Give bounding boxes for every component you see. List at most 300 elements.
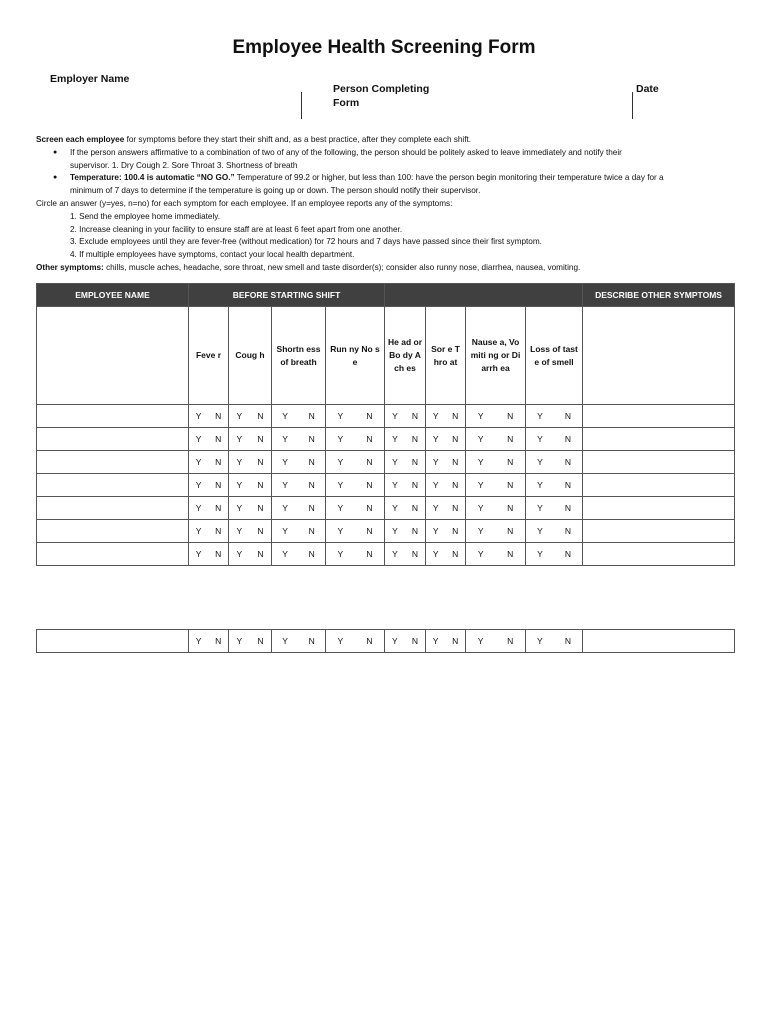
table-row — [37, 474, 735, 497]
yes-no-cell — [272, 497, 326, 520]
no-option[interactable]: N — [452, 480, 459, 490]
describe-symptoms-cell[interactable] — [583, 630, 735, 653]
yes-option[interactable]: Y — [337, 503, 344, 513]
yes-no-options — [326, 520, 384, 542]
yes-no-options — [466, 405, 525, 427]
yes-no-options — [466, 474, 525, 496]
employee-name-cell[interactable] — [37, 428, 189, 451]
bullet-2-bold: Temperature: 100.4 is automatic “NO GO.” — [70, 173, 235, 183]
yes-option[interactable]: Y — [282, 549, 288, 559]
bullet-1 — [36, 147, 736, 160]
no-option[interactable]: N — [452, 457, 459, 467]
yes-no-cell — [526, 405, 583, 428]
step-1: 1. Send the employee home immediately. — [70, 211, 221, 221]
yes-no-options — [526, 630, 582, 652]
yes-option[interactable]: Y — [537, 526, 543, 536]
no-option[interactable]: N — [215, 549, 222, 559]
yes-option[interactable]: Y — [392, 636, 398, 646]
no-option[interactable]: N — [507, 549, 514, 559]
yes-no-options — [385, 520, 425, 542]
yes-no-options — [189, 543, 228, 565]
yes-no-options — [526, 543, 582, 565]
employee-name-cell[interactable] — [37, 451, 189, 474]
yes-no-cell — [229, 474, 272, 497]
yes-option[interactable]: Y — [236, 549, 243, 559]
yes-option[interactable]: Y — [282, 503, 288, 513]
no-option[interactable]: N — [257, 526, 264, 536]
before-shift-header: BEFORE STARTING SHIFT — [189, 284, 385, 307]
no-option[interactable]: N — [308, 434, 315, 444]
yes-no-cell — [272, 451, 326, 474]
yes-option[interactable]: Y — [392, 411, 398, 421]
bullet-2 — [36, 172, 736, 185]
yes-no-options — [272, 520, 325, 542]
yes-no-cell — [526, 630, 583, 653]
yes-no-options — [189, 451, 228, 473]
yes-no-options — [526, 497, 582, 519]
no-option[interactable]: N — [507, 636, 514, 646]
circle-instruction: Circle an answer (y=yes, n=no) for each symptom for each employee. If an employee reports any of the symptoms: — [36, 198, 453, 208]
screening-table — [36, 283, 735, 566]
no-option[interactable]: N — [564, 480, 571, 490]
bullet-2-rest: Temperature of 99.2 or higher, but less than 100: have the person begin monitoring their temperature twice a day for a — [234, 173, 664, 183]
no-option[interactable]: N — [257, 503, 264, 513]
yes-no-cell — [385, 543, 426, 566]
yes-option[interactable]: Y — [392, 549, 398, 559]
no-option[interactable]: N — [452, 503, 459, 513]
yes-option[interactable]: Y — [236, 526, 243, 536]
no-option[interactable]: N — [366, 480, 373, 490]
no-option[interactable]: N — [366, 636, 373, 646]
yes-no-cell — [229, 520, 272, 543]
yes-option[interactable]: Y — [337, 411, 344, 421]
yes-option[interactable]: Y — [282, 526, 288, 536]
yes-no-options — [189, 428, 228, 450]
no-option[interactable]: N — [452, 526, 459, 536]
yes-no-options — [385, 405, 425, 427]
no-option[interactable]: N — [452, 411, 459, 421]
yes-no-cell — [385, 405, 426, 428]
other-symptoms — [36, 262, 736, 275]
yes-no-options — [526, 428, 582, 450]
yes-no-cell — [526, 474, 583, 497]
yes-option[interactable]: Y — [337, 480, 344, 490]
yes-no-options — [466, 543, 525, 565]
no-option[interactable]: N — [215, 480, 222, 490]
no-option[interactable]: N — [257, 411, 264, 421]
table-row — [37, 428, 735, 451]
yes-option[interactable]: Y — [432, 549, 439, 559]
person-completing-line1: Person Completing — [333, 83, 430, 95]
yes-no-cell — [229, 428, 272, 451]
yes-no-options — [426, 405, 465, 427]
yes-no-options — [326, 451, 384, 473]
no-option[interactable]: N — [257, 480, 264, 490]
no-option[interactable]: N — [215, 636, 222, 646]
yes-option[interactable]: Y — [282, 457, 288, 467]
yes-no-options — [189, 520, 228, 542]
yes-option[interactable]: Y — [477, 480, 484, 490]
yes-option[interactable]: Y — [432, 457, 439, 467]
yes-no-cell — [229, 405, 272, 428]
yes-no-cell — [189, 497, 229, 520]
describe-symptoms-cell[interactable] — [583, 405, 735, 428]
yes-no-cell — [526, 428, 583, 451]
yes-option[interactable]: Y — [337, 549, 344, 559]
no-option[interactable]: N — [366, 434, 373, 444]
yes-no-options — [426, 497, 465, 519]
no-option[interactable]: N — [411, 480, 418, 490]
no-option[interactable]: N — [564, 434, 571, 444]
no-option[interactable]: N — [411, 526, 418, 536]
yes-no-options — [229, 451, 271, 473]
yes-no-options — [189, 630, 228, 652]
yes-no-cell — [189, 520, 229, 543]
symptom-header-shortness-of-breath: Shortn ess of breath — [272, 307, 326, 405]
step-2: 2. Increase cleaning in your facility to ensure staff are at least 6 feet apart from one another. — [70, 224, 403, 234]
yes-no-cell — [272, 428, 326, 451]
no-option[interactable]: N — [215, 411, 222, 421]
yes-no-cell — [189, 630, 229, 653]
no-option[interactable]: N — [507, 503, 514, 513]
yes-no-options — [229, 630, 271, 652]
yes-no-options — [426, 451, 465, 473]
no-option[interactable]: N — [564, 549, 571, 559]
yes-no-cell — [385, 497, 426, 520]
divider — [632, 92, 633, 119]
yes-option[interactable]: Y — [337, 526, 344, 536]
no-option[interactable]: N — [411, 434, 418, 444]
no-option[interactable]: N — [411, 503, 418, 513]
symptom-header-nausea: Nause a, Vomiti ng or Diarrh ea — [466, 307, 526, 405]
yes-option[interactable]: Y — [392, 457, 398, 467]
employee-name-cell[interactable] — [37, 497, 189, 520]
no-option[interactable]: N — [564, 411, 571, 421]
describe-symptoms-header: DESCRIBE OTHER SYMPTOMS — [583, 284, 735, 307]
yes-option[interactable]: Y — [477, 411, 484, 421]
yes-no-cell — [426, 474, 466, 497]
no-option[interactable]: N — [257, 457, 264, 467]
employee-name-cell[interactable] — [37, 474, 189, 497]
yes-no-cell — [272, 543, 326, 566]
no-option[interactable]: N — [215, 457, 222, 467]
step-4: 4. If multiple employees have symptoms, contact your local health department. — [70, 250, 355, 260]
yes-no-cell — [272, 520, 326, 543]
yes-no-options — [272, 405, 325, 427]
no-option[interactable]: N — [564, 526, 571, 536]
other-symptoms-bold: Other symptoms: — [36, 262, 104, 272]
yes-no-options — [466, 630, 525, 652]
no-option[interactable]: N — [564, 457, 571, 467]
step-3: 3. Exclude employees until they are fever-free (without medication) for 72 hours and 7 days have passed since their first symptom. — [70, 237, 542, 247]
yes-no-cell — [426, 405, 466, 428]
yes-option[interactable]: Y — [432, 480, 439, 490]
employee-name-cell[interactable] — [37, 405, 189, 428]
yes-option[interactable]: Y — [477, 434, 484, 444]
no-option[interactable]: N — [366, 411, 373, 421]
yes-option[interactable]: Y — [236, 411, 243, 421]
no-option[interactable]: N — [215, 434, 222, 444]
intro-line — [36, 134, 736, 147]
yes-no-options — [229, 497, 271, 519]
employee-name-cell[interactable] — [37, 543, 189, 566]
no-option[interactable]: N — [452, 636, 459, 646]
page-title: Employee Health Screening Form — [232, 37, 536, 58]
yes-option[interactable]: Y — [195, 411, 202, 421]
yes-no-options — [272, 497, 325, 519]
yes-no-cell — [426, 497, 466, 520]
yes-no-options — [385, 543, 425, 565]
yes-no-options — [526, 405, 582, 427]
symptom-header-body-aches: He ad or Bo dy Ach es — [385, 307, 426, 405]
no-option[interactable]: N — [507, 434, 514, 444]
symptom-header-loss-of-taste: Loss of taste of smell — [526, 307, 583, 405]
yes-no-options — [385, 630, 425, 652]
yes-no-cell — [326, 405, 385, 428]
no-option[interactable]: N — [308, 636, 315, 646]
employer-name-label: Employer Name — [50, 73, 130, 85]
yes-no-options — [326, 405, 384, 427]
employee-name-header: EMPLOYEE NAME — [37, 284, 189, 307]
no-option[interactable]: N — [308, 480, 315, 490]
no-option[interactable]: N — [308, 503, 315, 513]
yes-option[interactable]: Y — [392, 434, 398, 444]
no-option[interactable]: N — [452, 434, 459, 444]
no-option[interactable]: N — [366, 526, 373, 536]
yes-option[interactable]: Y — [477, 457, 484, 467]
no-option[interactable]: N — [564, 503, 571, 513]
yes-no-cell — [526, 543, 583, 566]
date-label: Date — [636, 83, 659, 95]
yes-option[interactable]: Y — [477, 503, 484, 513]
yes-no-cell — [466, 405, 526, 428]
yes-no-cell — [385, 451, 426, 474]
no-option[interactable]: N — [215, 526, 222, 536]
yes-no-options — [326, 428, 384, 450]
yes-no-cell — [272, 405, 326, 428]
yes-no-cell — [272, 630, 326, 653]
yes-no-cell — [526, 520, 583, 543]
table-row — [37, 520, 735, 543]
yes-no-options — [526, 451, 582, 473]
yes-option[interactable]: Y — [236, 457, 243, 467]
no-option[interactable]: N — [507, 411, 514, 421]
no-option[interactable]: N — [308, 526, 315, 536]
no-option[interactable]: N — [366, 549, 373, 559]
blank-header — [385, 284, 583, 307]
no-option[interactable]: N — [366, 503, 373, 513]
yes-no-options — [326, 474, 384, 496]
yes-option[interactable]: Y — [195, 526, 202, 536]
yes-option[interactable]: Y — [337, 636, 344, 646]
no-option[interactable]: N — [215, 503, 222, 513]
table-row — [37, 543, 735, 566]
describe-symptoms-cell[interactable] — [583, 428, 735, 451]
instructions — [36, 134, 736, 275]
yes-option[interactable]: Y — [195, 480, 202, 490]
describe-symptoms-cell[interactable] — [583, 497, 735, 520]
yes-option[interactable]: Y — [195, 549, 202, 559]
yes-option[interactable]: Y — [236, 503, 243, 513]
yes-no-options — [385, 428, 425, 450]
person-completing-label — [333, 82, 429, 110]
screening-table-extra — [36, 629, 735, 653]
no-option[interactable]: N — [411, 549, 418, 559]
yes-no-cell — [189, 405, 229, 428]
yes-option[interactable]: Y — [537, 549, 543, 559]
yes-option[interactable]: Y — [537, 411, 543, 421]
yes-no-options — [189, 405, 228, 427]
bullet-1-line-1: If the person answers affirmative to a combination of two of any of the following, the person should be politely asked to leave immediately and notify their — [70, 147, 622, 157]
yes-no-options — [229, 520, 271, 542]
yes-option[interactable]: Y — [432, 526, 439, 536]
table-row — [37, 451, 735, 474]
yes-no-cell — [466, 543, 526, 566]
no-option[interactable]: N — [257, 549, 264, 559]
yes-no-cell — [189, 474, 229, 497]
yes-option[interactable]: Y — [537, 636, 543, 646]
no-option[interactable]: N — [411, 457, 418, 467]
yes-no-cell — [326, 543, 385, 566]
no-option[interactable]: N — [366, 457, 373, 467]
no-option[interactable]: N — [308, 457, 315, 467]
no-option[interactable]: N — [308, 411, 315, 421]
yes-no-options — [466, 497, 525, 519]
yes-option[interactable]: Y — [432, 503, 439, 513]
yes-option[interactable]: Y — [337, 434, 344, 444]
yes-no-cell — [466, 630, 526, 653]
yes-option[interactable]: Y — [392, 503, 398, 513]
yes-no-cell — [526, 451, 583, 474]
yes-no-cell — [426, 630, 466, 653]
yes-no-cell — [326, 451, 385, 474]
yes-no-options — [385, 497, 425, 519]
table-row — [37, 405, 735, 428]
yes-no-options — [272, 451, 325, 473]
yes-option[interactable]: Y — [477, 526, 484, 536]
no-option[interactable]: N — [452, 549, 459, 559]
employee-name-cell[interactable] — [37, 630, 189, 653]
yes-option[interactable]: Y — [282, 480, 288, 490]
yes-no-cell — [326, 497, 385, 520]
yes-no-options — [189, 497, 228, 519]
yes-no-cell — [189, 428, 229, 451]
bullet-1-line-2: supervisor. 1. Dry Cough 2. Sore Throat 3. Shortness of breath — [70, 160, 298, 170]
yes-no-cell — [229, 543, 272, 566]
table-row — [37, 497, 735, 520]
symptom-header-fever: Feve r — [189, 307, 229, 405]
yes-no-cell — [189, 451, 229, 474]
yes-no-options — [326, 543, 384, 565]
no-option[interactable]: N — [257, 636, 264, 646]
yes-option[interactable]: Y — [282, 411, 288, 421]
yes-no-cell — [426, 543, 466, 566]
yes-option[interactable]: Y — [537, 480, 543, 490]
yes-no-cell — [385, 474, 426, 497]
yes-option[interactable]: Y — [432, 434, 439, 444]
other-symptoms-rest: chills, muscle aches, headache, sore throat, new smell and taste disorder(s); consider also runny nose, diarrhea, nausea, vomiting. — [103, 262, 581, 272]
describe-symptoms-cell[interactable] — [583, 451, 735, 474]
yes-no-cell — [385, 520, 426, 543]
describe-symptoms-cell[interactable] — [583, 474, 735, 497]
symptom-header-cough: Coug h — [229, 307, 272, 405]
yes-option[interactable]: Y — [392, 526, 398, 536]
table-row — [37, 630, 735, 653]
yes-no-options — [426, 630, 465, 652]
no-option[interactable]: N — [411, 636, 418, 646]
yes-no-options — [426, 543, 465, 565]
person-completing-line2: Form — [333, 97, 360, 109]
yes-no-options — [272, 474, 325, 496]
yes-option[interactable]: Y — [195, 434, 202, 444]
yes-no-cell — [189, 543, 229, 566]
yes-no-options — [426, 474, 465, 496]
yes-no-options — [229, 405, 271, 427]
yes-no-options — [466, 520, 525, 542]
yes-no-options — [326, 630, 384, 652]
yes-no-cell — [466, 428, 526, 451]
no-option[interactable]: N — [507, 457, 514, 467]
yes-no-cell — [426, 428, 466, 451]
describe-symptoms-cell[interactable] — [583, 543, 735, 566]
no-option[interactable]: N — [257, 434, 264, 444]
yes-option[interactable]: Y — [537, 503, 543, 513]
yes-no-cell — [326, 474, 385, 497]
describe-symptoms-cell[interactable] — [583, 520, 735, 543]
yes-no-options — [385, 451, 425, 473]
yes-no-options — [526, 520, 582, 542]
yes-no-cell — [466, 520, 526, 543]
yes-no-options — [466, 428, 525, 450]
yes-option[interactable]: Y — [537, 434, 543, 444]
empty-cell — [583, 307, 735, 405]
yes-no-cell — [385, 428, 426, 451]
yes-no-cell — [229, 497, 272, 520]
no-option[interactable]: N — [507, 480, 514, 490]
divider — [301, 92, 302, 119]
yes-option[interactable]: Y — [477, 636, 484, 646]
yes-option[interactable]: Y — [195, 636, 202, 646]
yes-option[interactable]: Y — [337, 457, 344, 467]
yes-option[interactable]: Y — [236, 434, 243, 444]
yes-no-options — [426, 520, 465, 542]
yes-no-options — [526, 474, 582, 496]
yes-option[interactable]: Y — [432, 636, 439, 646]
no-option[interactable]: N — [411, 411, 418, 421]
yes-option[interactable]: Y — [236, 636, 243, 646]
yes-option[interactable]: Y — [432, 411, 439, 421]
no-option[interactable]: N — [308, 549, 315, 559]
intro-rest: for symptoms before they start their shift and, as a best practice, after they complete each shift. — [124, 135, 472, 144]
yes-no-options — [229, 543, 271, 565]
no-option[interactable]: N — [564, 636, 571, 646]
yes-no-options — [326, 497, 384, 519]
yes-option[interactable]: Y — [282, 636, 288, 646]
yes-no-options — [272, 428, 325, 450]
yes-option[interactable]: Y — [392, 480, 398, 490]
yes-option[interactable]: Y — [195, 503, 202, 513]
empty-cell — [37, 307, 189, 405]
yes-no-options — [272, 630, 325, 652]
yes-option[interactable]: Y — [282, 434, 288, 444]
yes-option[interactable]: Y — [477, 549, 484, 559]
yes-no-options — [189, 474, 228, 496]
no-option[interactable]: N — [507, 526, 514, 536]
yes-option[interactable]: Y — [537, 457, 543, 467]
yes-option[interactable]: Y — [195, 457, 202, 467]
yes-option[interactable]: Y — [236, 480, 243, 490]
employee-name-cell[interactable] — [37, 520, 189, 543]
